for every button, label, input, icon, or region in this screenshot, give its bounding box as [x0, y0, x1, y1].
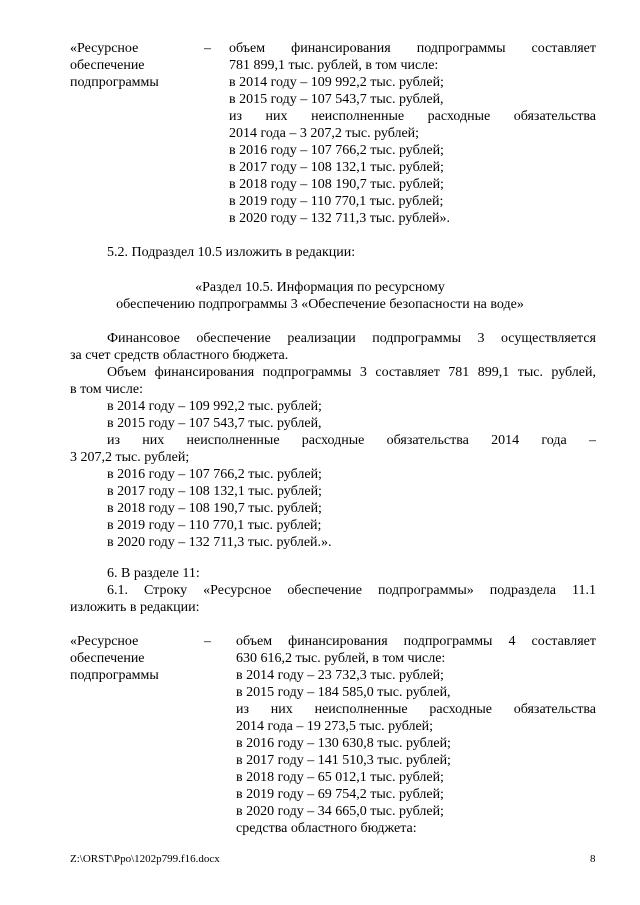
item-6-1-line-2: изложить в редакции:: [70, 600, 200, 615]
block2-label-3: подпрограммы: [70, 668, 159, 683]
block2-label-2: обеспечение: [70, 651, 145, 666]
para2-line-2: в том числе:: [70, 382, 143, 397]
item-6: 6. В разделе 11:: [107, 566, 200, 581]
block2-line-8: в 2017 году – 141 510,3 тыс. рублей;: [236, 753, 451, 768]
block2-dash: –: [204, 634, 211, 649]
unfulfilled-line-2: 3 207,2 тыс. рублей;: [70, 450, 190, 465]
block2-line-10: в 2019 году – 69 754,2 тыс. рублей;: [236, 787, 444, 802]
block1-line-4: в 2015 году – 107 543,7 тыс. рублей,: [229, 92, 444, 107]
block1-line-11: в 2020 году – 132 711,3 тыс. рублей».: [229, 211, 451, 226]
block2-line-5: из них неисполненные расходные обязательства: [236, 702, 596, 717]
block2-line-4: в 2015 году – 184 585,0 тыс. рублей,: [236, 685, 451, 700]
para-year-2020: в 2020 году – 132 711,3 тыс. рублей.».: [107, 535, 332, 550]
block1-line-5: из них неисполненные расходные обязательства: [229, 109, 596, 124]
block1-line-3: в 2014 году – 109 992,2 тыс. рублей;: [229, 75, 444, 90]
para-year-2017: в 2017 году – 108 132,1 тыс. рублей;: [107, 484, 322, 499]
block2-line-9: в 2018 году – 65 012,1 тыс. рублей;: [236, 770, 444, 785]
footer-file-path: Z:\ORST\Ppo\1202p799.f16.docx: [70, 853, 220, 865]
item-6-1-line-1: 6.1. Строку «Ресурсное обеспечение подпрограммы» подраздела 11.1: [107, 583, 596, 598]
block1-line-1: объем финансирования подпрограммы составляет: [229, 41, 596, 56]
block1-label-1: «Ресурсное: [70, 41, 139, 56]
para1-line-1: Финансовое обеспечение реализации подпрограммы 3 осуществляется: [107, 331, 596, 346]
block2-line-11: в 2020 году – 34 665,0 тыс. рублей;: [236, 804, 444, 819]
para-year-2016: в 2016 году – 107 766,2 тыс. рублей;: [107, 467, 322, 482]
para-year-2019: в 2019 году – 110 770,1 тыс. рублей;: [107, 518, 322, 533]
block1-line-10: в 2019 году – 110 770,1 тыс. рублей;: [229, 194, 444, 209]
block1-line-9: в 2018 году – 108 190,7 тыс. рублей;: [229, 177, 444, 192]
para-year-2015: в 2015 году – 107 543,7 тыс. рублей,: [107, 416, 322, 431]
block1-line-6: 2014 года – 3 207,2 тыс. рублей;: [229, 126, 420, 141]
block1-label-2: обеспечение: [70, 58, 145, 73]
block2-line-3: в 2014 году – 23 732,3 тыс. рублей;: [236, 668, 444, 683]
block2-line-1: объем финансирования подпрограммы 4 составляет: [236, 634, 596, 649]
block1-line-2: 781 899,1 тыс. рублей, в том числе:: [229, 58, 439, 73]
block2-line-2: 630 616,2 тыс. рублей, в том числе:: [236, 651, 446, 666]
block2-line-12: средства областного бюджета:: [236, 821, 417, 836]
block1-line-8: в 2017 году – 108 132,1 тыс. рублей;: [229, 160, 444, 175]
para-year-2014: в 2014 году – 109 992,2 тыс. рублей;: [107, 399, 322, 414]
block2-label-1: «Ресурсное: [70, 634, 139, 649]
block2-line-7: в 2016 году – 130 630,8 тыс. рублей;: [236, 736, 451, 751]
footer-page-number: 8: [590, 853, 596, 865]
section-heading-line-1: «Раздел 10.5. Информация по ресурсному: [195, 280, 445, 295]
item-5-2: 5.2. Подраздел 10.5 изложить в редакции:: [107, 245, 356, 260]
block2-line-6: 2014 года – 19 273,5 тыс. рублей;: [236, 719, 434, 734]
para-year-2018: в 2018 году – 108 190,7 тыс. рублей;: [107, 501, 322, 516]
section-heading-line-2: обеспечению подпрограммы 3 «Обеспечение безопасности на воде»: [116, 297, 524, 312]
para2-line-1: Объем финансирования подпрограммы 3 составляет 781 899,1 тыс. рублей,: [107, 365, 596, 380]
block1-line-7: в 2016 году – 107 766,2 тыс. рублей;: [229, 143, 444, 158]
block1-dash: –: [204, 41, 211, 56]
unfulfilled-line-1: из них неисполненные расходные обязательства 2014 года –: [107, 433, 596, 448]
block1-label-3: подпрограммы: [70, 75, 159, 90]
para1-line-2: за счет средств областного бюджета.: [70, 348, 289, 363]
